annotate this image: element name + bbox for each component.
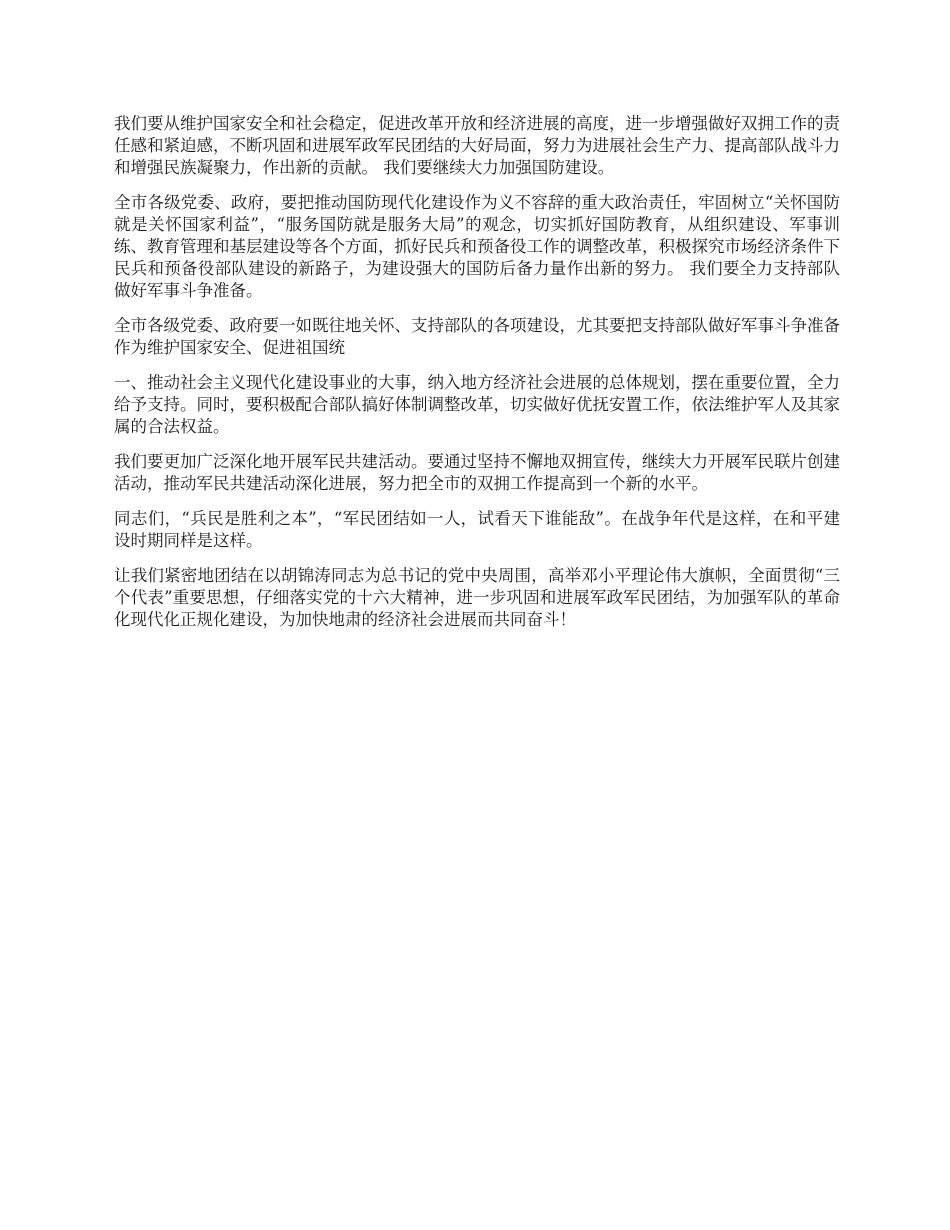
paragraph-5: 我们要更加广泛深化地开展军民共建活动。要通过坚持不懈地双拥宣传，继续大力开展军民联片创建活动，推动军民共建活动深化进展，努力把全市的双拥工作提高到一个新的水平。 <box>114 452 840 493</box>
paragraph-4: 一、推动社会主义现代化建设事业的大事，纳入地方经济社会进展的总体规划，摆在重要位置，全力给予支持。同时，要积极配合部队搞好体制调整改革，切实做好优抚安置工作，依法维护军人及其家属的合法权益。 <box>114 373 840 436</box>
paragraph-3: 全市各级党委、政府要一如既往地关怀、支持部队的各项建设，尤其要把支持部队做好军事斗争准备作为维护国家安全、促进祖国统 <box>114 316 840 357</box>
paragraph-2: 全市各级党委、政府，要把推动国防现代化建设作为义不容辞的重大政治责任，牢固树立“关怀国防就是关怀国家利益”，“服务国防就是服务大局”的观念，切实抓好国防教育，从组织建设、军事训练、教育管理和基层建设等各个方面，抓好民兵和预备役工作的调整改革，积极探究市场经济条件下民兵和预备役部队建设的新路子，为建设强大的国防后备力量作出新的努力。 我们要全力支持部队做好军事斗争准备。 <box>114 193 840 300</box>
paragraph-1: 我们要从维护国家安全和社会稳定，促进改革开放和经济进展的高度，进一步增强做好双拥工作的责任感和紧迫感，不断巩固和进展军政军民团结的大好局面，努力为进展社会生产力、提高部队战斗力和增强民族凝聚力，作出新的贡献。 我们要继续大力加强国防建设。 <box>114 114 840 177</box>
paragraph-6: 同志们，“兵民是胜利之本”，“军民团结如一人，试看天下谁能敌”。在战争年代是这样，在和平建设时期同样是这样。 <box>114 509 840 550</box>
document-body <box>114 113 840 644</box>
paragraph-7: 让我们紧密地团结在以胡锦涛同志为总书记的党中央周围，高举邓小平理论伟大旗帜，全面贯彻“三个代表”重要思想，仔细落实党的十六大精神，进一步巩固和进展军政军民团结，为加强军队的革命化现代化正规化建设，为加快地肃的经济社会进展而共同奋斗！ <box>114 566 840 629</box>
